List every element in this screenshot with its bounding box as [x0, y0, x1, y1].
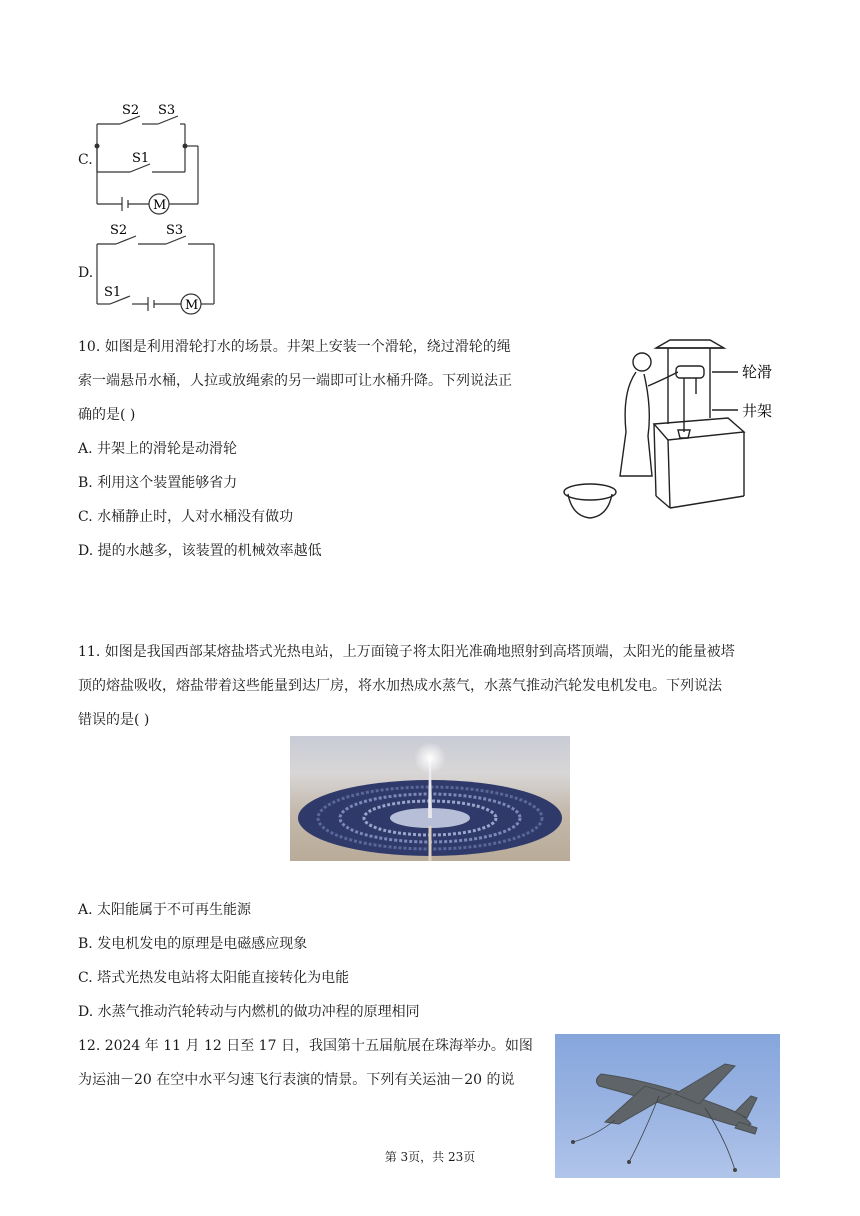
q10-stem-line-1: 10. 如图是利用滑轮打水的场景。井架上安装一个滑轮，绕过滑轮的绳: [78, 339, 511, 355]
well-frame-label: 井架: [742, 402, 773, 420]
q10-option-a: A. 井架上的滑轮是动滑轮: [78, 441, 238, 457]
switch-s1-label: S1: [104, 285, 122, 300]
motor-label: M: [185, 298, 199, 313]
well-pulley-figure: [558, 336, 788, 526]
q10-stem-line-3: 确的是( ): [78, 407, 136, 423]
motor-label: M: [153, 198, 167, 213]
switch-s2-label: S2: [110, 223, 128, 238]
switch-s1-label: S1: [132, 151, 150, 166]
page-footer: 第 3页，共 23页: [384, 1150, 476, 1164]
option-d-label: D.: [78, 265, 94, 281]
q11-stem-line-2: 顶的熔盐吸收，熔盐带着这些能量到达厂房，将水加热成水蒸气，水蒸气推动汽轮发电机发电。下列说法: [78, 678, 722, 694]
switch-s2-label: S2: [122, 103, 140, 118]
q11-stem-line-3: 错误的是( ): [78, 712, 150, 728]
q10-option-b: B. 利用这个装置能够省力: [78, 475, 238, 491]
q11-option-d: D. 水蒸气推动汽轮转动与内燃机的做功冲程的原理相同: [78, 1004, 420, 1020]
circuit-diagram-d: [92, 222, 222, 318]
pulley-label: 轮滑: [742, 363, 773, 381]
q12-stem-line-1: 12. 2024 年 11 月 12 日至 17 日，我国第十五届航展在珠海举办。如图: [78, 1038, 533, 1054]
q12-stem-line-2: 为运油－20 在空中水平匀速飞行表演的情景。下列有关运油－20 的说: [78, 1072, 515, 1088]
q10-stem-line-2: 索一端悬吊水桶，人拉或放绳索的另一端即可让水桶升降。下列说法正: [78, 373, 512, 389]
switch-s3-label: S3: [166, 223, 184, 238]
solar-tower-photo: [290, 736, 570, 861]
q11-stem-line-1: 11. 如图是我国西部某熔盐塔式光热电站，上万面镜子将太阳光准确地照射到高塔顶端，太阳光的能量被塔: [78, 644, 735, 660]
q11-option-a: A. 太阳能属于不可再生能源: [78, 902, 252, 918]
q11-option-c: C. 塔式光热发电站将太阳能直接转化为电能: [78, 970, 350, 986]
option-c-label: C.: [78, 152, 93, 168]
q10-option-c: C. 水桶静止时，人对水桶没有做功: [78, 509, 294, 525]
q11-option-b: B. 发电机发电的原理是电磁感应现象: [78, 936, 308, 952]
switch-s3-label: S3: [158, 103, 176, 118]
q10-option-d: D. 提的水越多，该装置的机械效率越低: [78, 543, 322, 559]
circuit-diagram-c: [92, 100, 212, 218]
